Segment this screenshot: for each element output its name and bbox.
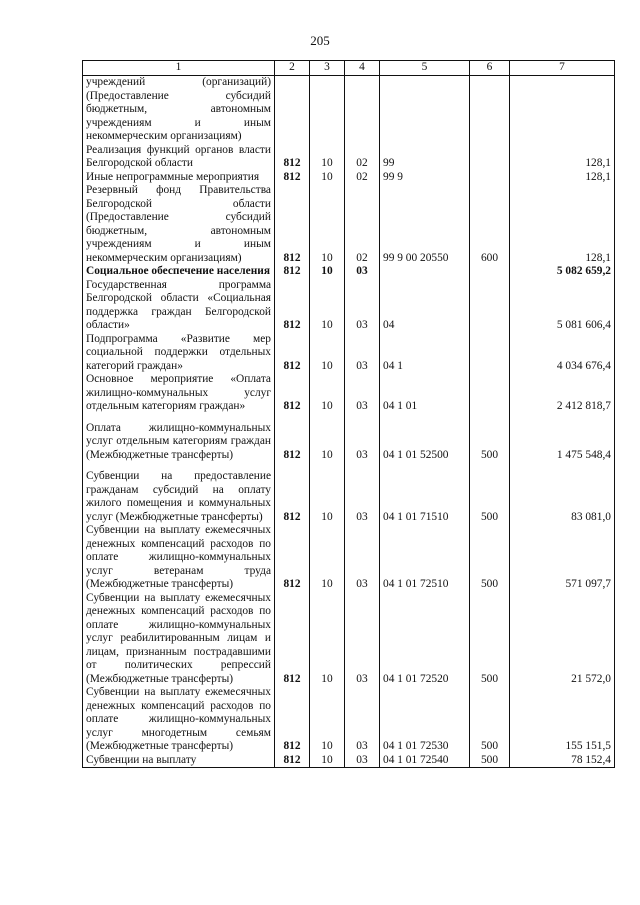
amount-value: 128,1 xyxy=(510,144,615,171)
ministry-code: 812 xyxy=(275,265,310,279)
row-name: Субвенции на выплату ежемесячных денежных компенсаций расходов по оплате жилищно-коммунальных услуг многодетным семьям (Межбюджетные трансферты) xyxy=(83,686,275,754)
ministry-code: 812 xyxy=(275,414,310,463)
subsection-code: 02 xyxy=(345,184,380,265)
target-article-code: 99 9 00 20550 xyxy=(380,184,470,265)
section-code: 10 xyxy=(310,279,345,333)
table-row xyxy=(83,144,615,171)
target-article-code: 04 xyxy=(380,279,470,333)
amount-value: 571 097,7 xyxy=(510,524,615,592)
table-body xyxy=(83,76,615,768)
expense-type-code xyxy=(470,279,510,333)
target-article-code: 04 1 01 71510 xyxy=(380,462,470,524)
expense-type-code: 500 xyxy=(470,414,510,463)
subsection-code: 03 xyxy=(345,754,380,768)
expense-type-code: 500 xyxy=(470,462,510,524)
page-number: 205 xyxy=(310,33,330,48)
column-header: 4 xyxy=(345,61,380,76)
amount-value: 5 082 659,2 xyxy=(510,265,615,279)
section-code: 10 xyxy=(310,414,345,463)
section-code: 10 xyxy=(310,333,345,374)
row-name: Субвенции на выплату ежемесячных денежных компенсаций расходов по оплате жилищно-коммунальных услуг реабилитированным лицам и лицам, признанным пострадавшими от политических репрессий (Межбюджетные трансферты) xyxy=(83,592,275,687)
subsection-code: 03 xyxy=(345,373,380,414)
column-header: 7 xyxy=(510,61,615,76)
row-name: Подпрограмма «Развитие мер социальной поддержки отдельных категорий граждан» xyxy=(83,333,275,374)
amount-value: 128,1 xyxy=(510,171,615,185)
target-article-code: 04 1 01 52500 xyxy=(380,414,470,463)
section-code: 10 xyxy=(310,265,345,279)
ministry-code: 812 xyxy=(275,144,310,171)
target-article-code: 99 xyxy=(380,144,470,171)
table-row xyxy=(83,592,615,687)
ministry-code: 812 xyxy=(275,462,310,524)
expense-type-code xyxy=(470,373,510,414)
subsection-code: 03 xyxy=(345,414,380,463)
column-header: 1 xyxy=(83,61,275,76)
expense-type-code: 500 xyxy=(470,754,510,768)
amount-value: 155 151,5 xyxy=(510,686,615,754)
target-article-code xyxy=(380,265,470,279)
section-code: 10 xyxy=(310,144,345,171)
row-name: учреждений (организаций) (Предоставление субсидий бюджетным, автономным учреждениям и иным некоммерческим организациям) xyxy=(83,76,275,144)
amount-value: 5 081 606,4 xyxy=(510,279,615,333)
ministry-code: 812 xyxy=(275,373,310,414)
table-row xyxy=(83,265,615,279)
expense-type-code xyxy=(470,171,510,185)
subsection-code: 03 xyxy=(345,686,380,754)
target-article-code: 04 1 01 72520 xyxy=(380,592,470,687)
ministry-code: 812 xyxy=(275,279,310,333)
section-code xyxy=(310,76,345,144)
amount-value: 1 475 548,4 xyxy=(510,414,615,463)
table-row xyxy=(83,184,615,265)
row-name: Субвенции на выплату xyxy=(83,754,275,768)
amount-value: 83 081,0 xyxy=(510,462,615,524)
subsection-code: 03 xyxy=(345,333,380,374)
row-name: Резервный фонд Правительства Белгородской области (Предоставление субсидий бюджетным, автономным учреждениям и иным некоммерческим организациям) xyxy=(83,184,275,265)
subsection-code: 03 xyxy=(345,265,380,279)
section-code: 10 xyxy=(310,754,345,768)
subsection-code: 03 xyxy=(345,524,380,592)
row-name: Субвенции на выплату ежемесячных денежных компенсаций расходов по оплате жилищно-коммунальных услуг ветеранам труда (Межбюджетные трансферты) xyxy=(83,524,275,592)
column-header: 6 xyxy=(470,61,510,76)
amount-value: 2 412 818,7 xyxy=(510,373,615,414)
ministry-code: 812 xyxy=(275,184,310,265)
header-row xyxy=(83,61,615,76)
subsection-code: 02 xyxy=(345,144,380,171)
table-row xyxy=(83,686,615,754)
expense-type-code xyxy=(470,76,510,144)
table-row xyxy=(83,76,615,144)
table-row xyxy=(83,414,615,463)
amount-value: 128,1 xyxy=(510,184,615,265)
target-article-code: 04 1 xyxy=(380,333,470,374)
table-row xyxy=(83,333,615,374)
table-row xyxy=(83,462,615,524)
table-header xyxy=(83,61,615,76)
subsection-code xyxy=(345,76,380,144)
row-name: Социальное обеспечение населения xyxy=(83,265,275,279)
expense-type-code xyxy=(470,333,510,374)
subsection-code: 03 xyxy=(345,462,380,524)
section-code: 10 xyxy=(310,462,345,524)
target-article-code: 04 1 01 72530 xyxy=(380,686,470,754)
amount-value: 4 034 676,4 xyxy=(510,333,615,374)
section-code: 10 xyxy=(310,592,345,687)
subsection-code: 03 xyxy=(345,279,380,333)
expense-type-code: 500 xyxy=(470,524,510,592)
amount-value: 21 572,0 xyxy=(510,592,615,687)
row-name: Оплата жилищно-коммунальных услуг отдельным категориям граждан (Межбюджетные трансферты) xyxy=(83,414,275,463)
row-name: Государственная программа Белгородской области «Социальная поддержка граждан Белгородской области» xyxy=(83,279,275,333)
expense-type-code xyxy=(470,265,510,279)
section-code: 10 xyxy=(310,171,345,185)
amount-value: 78 152,4 xyxy=(510,754,615,768)
section-code: 10 xyxy=(310,373,345,414)
row-name: Субвенции на предоставление гражданам субсидий на оплату жилого помещения и коммунальных услуг (Межбюджетные трансферты) xyxy=(83,462,275,524)
ministry-code: 812 xyxy=(275,524,310,592)
ministry-code: 812 xyxy=(275,592,310,687)
section-code: 10 xyxy=(310,524,345,592)
ministry-code: 812 xyxy=(275,754,310,768)
target-article-code: 04 1 01 72540 xyxy=(380,754,470,768)
target-article-code: 04 1 01 xyxy=(380,373,470,414)
budget-table xyxy=(82,60,615,768)
expense-type-code: 500 xyxy=(470,686,510,754)
table-row xyxy=(83,279,615,333)
table-row xyxy=(83,524,615,592)
section-code: 10 xyxy=(310,686,345,754)
expense-type-code xyxy=(470,144,510,171)
target-article-code: 04 1 01 72510 xyxy=(380,524,470,592)
row-name: Реализация функций органов власти Белгородской области xyxy=(83,144,275,171)
column-header: 5 xyxy=(380,61,470,76)
column-header: 3 xyxy=(310,61,345,76)
subsection-code: 03 xyxy=(345,592,380,687)
expense-type-code: 600 xyxy=(470,184,510,265)
target-article-code: 99 9 xyxy=(380,171,470,185)
ministry-code: 812 xyxy=(275,333,310,374)
expense-type-code: 500 xyxy=(470,592,510,687)
column-header: 2 xyxy=(275,61,310,76)
ministry-code: 812 xyxy=(275,686,310,754)
section-code: 10 xyxy=(310,184,345,265)
ministry-code: 812 xyxy=(275,171,310,185)
subsection-code: 02 xyxy=(345,171,380,185)
ministry-code xyxy=(275,76,310,144)
target-article-code xyxy=(380,76,470,144)
amount-value xyxy=(510,76,615,144)
row-name: Иные непрограммные мероприятия xyxy=(83,171,275,185)
table-row xyxy=(83,171,615,185)
row-name: Основное мероприятие «Оплата жилищно-коммунальных услуг отдельным категориям граждан» xyxy=(83,373,275,414)
table-row xyxy=(83,754,615,768)
table-row xyxy=(83,373,615,414)
